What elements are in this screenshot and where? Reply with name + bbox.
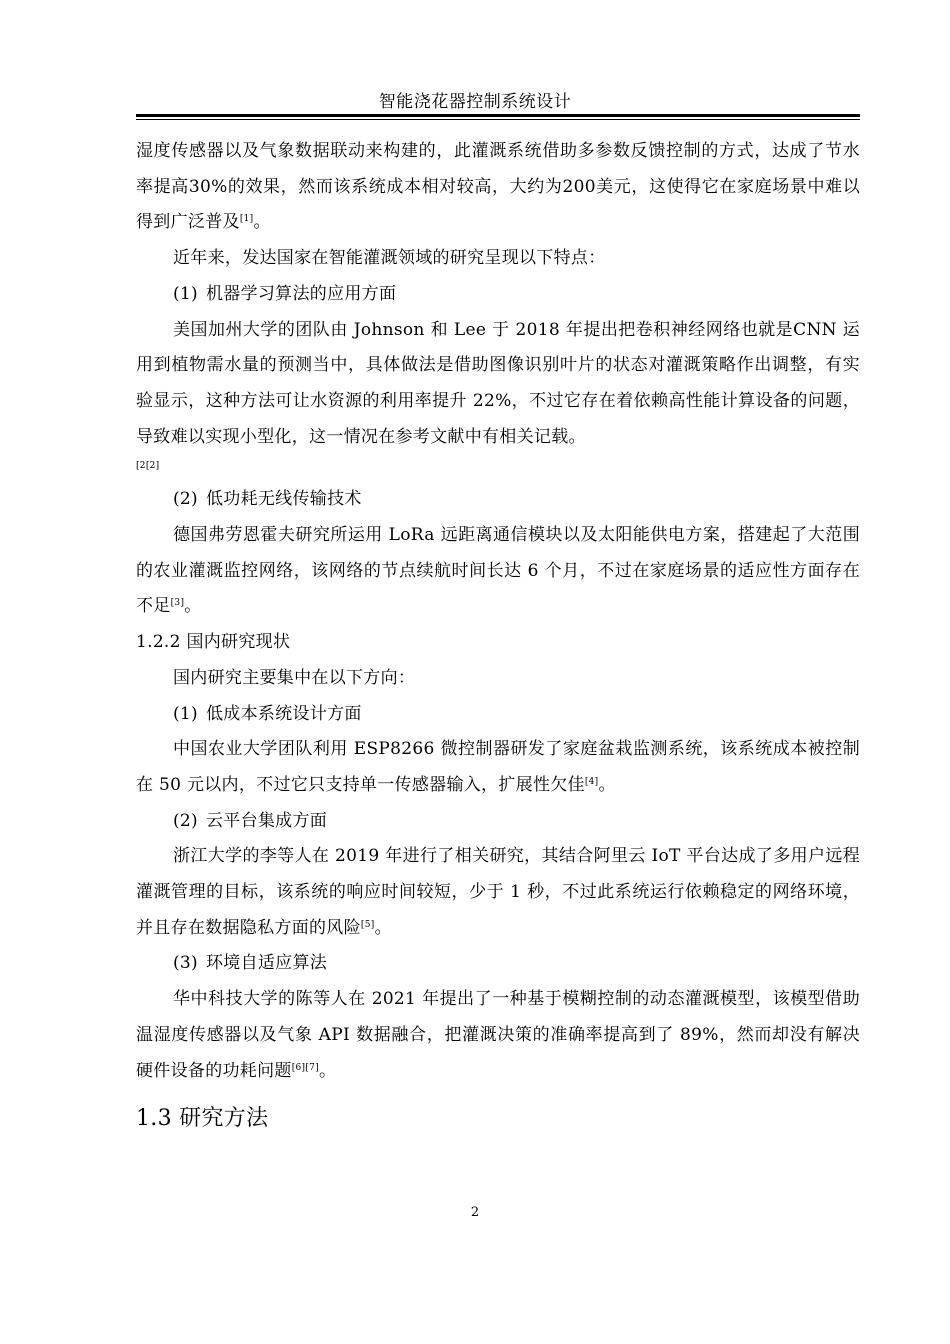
list-item-number: (1) bbox=[173, 703, 198, 724]
punctuation: 。 bbox=[374, 917, 392, 938]
paragraph-3: 美国加州大学的团队由 Johnson 和 Lee 于 2018 年提出把卷积神经网络也就是CNN 运用到植物需水量的预测当中，具体做法是借助图像识别叶片的状态对灌溉策略作出调整，有实验显示，这种方法可让水资源的利用率提升 22%，不过它存在着依赖高性能计算设备的问题，导致难以实现小型化，这一情况在参考文献中有相关记载。 bbox=[136, 319, 860, 447]
paragraph-1 bbox=[136, 134, 860, 241]
paragraph-8 bbox=[136, 982, 860, 1089]
punctuation: 。 bbox=[319, 1060, 337, 1081]
list-item-number: (2) bbox=[173, 810, 198, 831]
paragraph-text: 德国弗劳恩霍夫研究所运用 LoRa 远距离通信模块以及太阳能供电方案，搭建起了大范围的农业灌溉监控网络，该网络的节点续航时间长达 6 个月，不过在家庭场景的适应性方面存在不足 bbox=[136, 525, 860, 617]
paragraph-7 bbox=[136, 839, 860, 946]
list-item-1 bbox=[136, 277, 860, 313]
paragraph-6 bbox=[136, 732, 860, 803]
punctuation: 。 bbox=[253, 212, 271, 233]
paragraph-2: 近年来，发达国家在智能灌溉领域的研究呈现以下特点： bbox=[173, 248, 606, 269]
list-item-5 bbox=[136, 946, 860, 982]
list-item-label: 环境自适应算法 bbox=[205, 953, 328, 974]
list-item-2 bbox=[136, 482, 860, 518]
citation: [3] bbox=[170, 598, 185, 609]
paragraph-4 bbox=[136, 518, 860, 625]
section-heading-1-3: 1.3 研究方法 bbox=[136, 1106, 269, 1132]
citation: [2[2] bbox=[136, 461, 160, 472]
page-number: 2 bbox=[470, 1205, 480, 1220]
paragraph-text: 浙江大学的李等人在 2019 年进行了相关研究，其结合阿里云 IoT 平台达成了多用户远程灌溉管理的目标，该系统的响应时间较短，少于 1 秒，不过此系统运行依赖稳定的网络环境，并且存在数据隐私方面的风险 bbox=[136, 846, 860, 938]
list-item-number: (2) bbox=[173, 489, 198, 510]
citation: [1] bbox=[239, 214, 254, 225]
paragraph-text: 华中科技大学的陈等人在 2021 年提出了一种基于模糊控制的动态灌溉模型，该模型借助温湿度传感器以及气象 API 数据融合，把灌溉决策的准确率提高到了 89%，然而却没有解决硬件设备的功耗问题 bbox=[136, 989, 860, 1081]
list-item-label: 机器学习算法的应用方面 bbox=[205, 283, 397, 304]
list-item-label: 云平台集成方面 bbox=[205, 810, 328, 831]
list-item-3 bbox=[136, 697, 860, 733]
list-item-label: 低功耗无线传输技术 bbox=[205, 489, 362, 510]
document-body bbox=[136, 134, 860, 1139]
paragraph-5: 国内研究主要集中在以下方向： bbox=[173, 667, 416, 688]
punctuation: 。 bbox=[598, 774, 616, 795]
citation: [4] bbox=[584, 776, 599, 787]
punctuation: 。 bbox=[184, 596, 202, 617]
section-heading-1-2-2: 1.2.2 国内研究现状 bbox=[136, 632, 291, 653]
paragraph-text: 湿度传感器以及气象数据联动来构建的，此灌溉系统借助多参数反馈控制的方式，达成了节水率提高30%的效果，然而该系统成本相对较高，大约为200美元，这使得它在家庭场景中难以得到广泛普及 bbox=[136, 141, 860, 233]
page-header-title: 智能浇花器控制系统设计 bbox=[378, 92, 572, 112]
list-item-number: (3) bbox=[173, 953, 198, 974]
paragraph-text: 中国农业大学团队利用 ESP8266 微控制器研发了家庭盆栽监测系统，该系统成本被控制在 50 元以内，不过它只支持单一传感器输入，扩展性欠佳 bbox=[136, 739, 860, 795]
list-item-4 bbox=[136, 804, 860, 840]
list-item-label: 低成本系统设计方面 bbox=[205, 703, 362, 724]
list-item-number: (1) bbox=[173, 283, 198, 304]
citation: [5] bbox=[360, 919, 375, 930]
header-rule-thin bbox=[136, 119, 860, 120]
citation: [6][7] bbox=[291, 1062, 320, 1073]
header-rule-thick bbox=[136, 114, 860, 117]
